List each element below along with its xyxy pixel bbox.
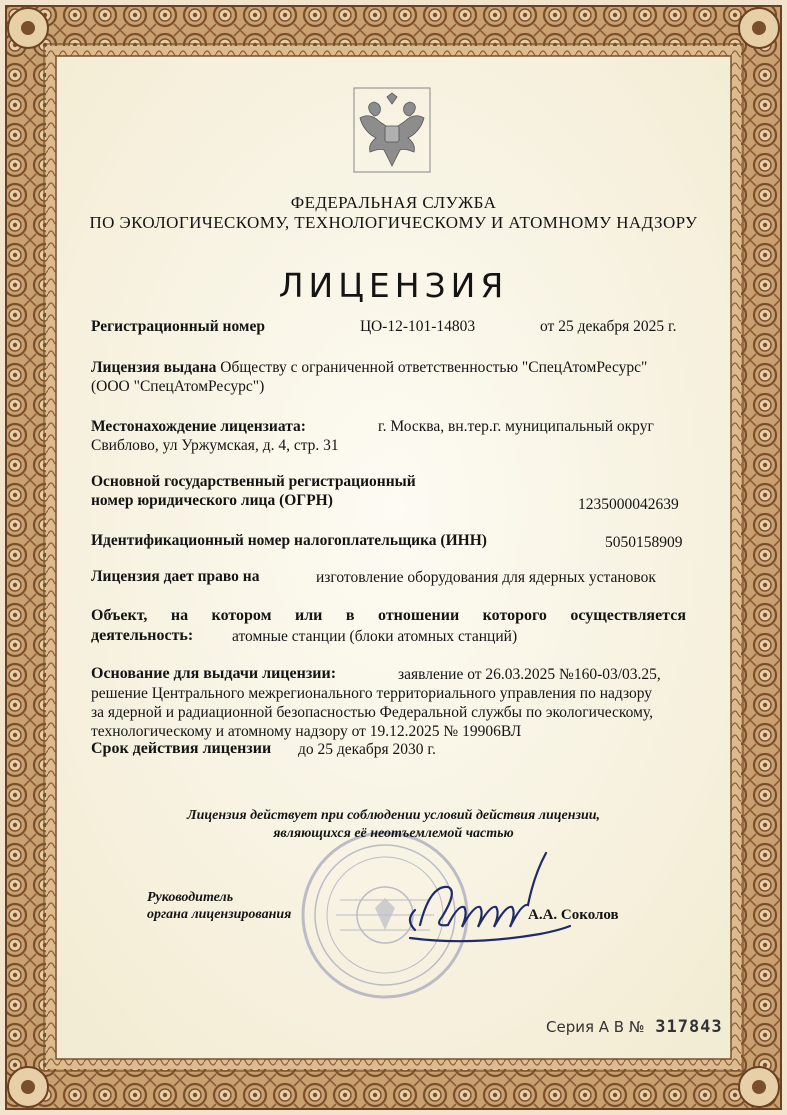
basis-value-3: за ядерной и радиационной безопасностью Федеральной службы по экологическому, bbox=[91, 704, 653, 721]
inn-value: 5050158909 bbox=[605, 534, 683, 551]
location-value-2: Свиблово, ул Уржумская, д. 4, стр. 31 bbox=[91, 437, 339, 454]
authority-line-2: ПО ЭКОЛОГИЧЕСКОМУ, ТЕХНОЛОГИЧЕСКОМУ И АТОМНОМУ НАДЗОРУ bbox=[89, 213, 698, 232]
issued-to-value-1: Обществу с ограниченной ответственностью "СпецАтомРесурс" bbox=[220, 359, 648, 376]
location-value-1: г. Москва, вн.тер.г. муниципальный округ bbox=[378, 418, 654, 435]
object-label-1: Объект, на котором или в отношении которого осуществляется bbox=[91, 607, 686, 624]
issued-to-label: Лицензия выдана bbox=[91, 359, 217, 376]
signatory-role-2: органа лицензирования bbox=[147, 907, 292, 922]
conditions-line-1: Лицензия действует при соблюдении условий действия лицензии, bbox=[186, 808, 601, 823]
right-value: изготовление оборудования для ядерных установок bbox=[316, 569, 656, 586]
series-number: 317843 bbox=[655, 1017, 723, 1037]
registration-number: ЦО-12-101-14803 bbox=[360, 318, 476, 335]
ogrn-value: 1235000042639 bbox=[578, 496, 679, 513]
signatory-role-1: Руководитель bbox=[147, 890, 234, 905]
series-row bbox=[546, 1017, 723, 1037]
issued-to-value-2: (ООО "СпецАтомРесурс") bbox=[91, 378, 265, 395]
registration-label: Регистрационный номер bbox=[91, 318, 265, 335]
ogrn-label-2: номер юридического лица (ОГРН) bbox=[91, 492, 333, 509]
issued-to-row bbox=[91, 359, 647, 377]
basis-value-2: решение Центрального межрегионального территориального управления по надзору bbox=[91, 685, 653, 702]
signatory-name: А.А. Соколов bbox=[528, 907, 619, 923]
object-label-2: деятельность: bbox=[91, 627, 194, 644]
basis-label: Основание для выдачи лицензии: bbox=[91, 665, 337, 682]
validity-value: до 25 декабря 2030 г. bbox=[298, 741, 436, 758]
document-title: ЛИЦЕНЗИЯ bbox=[278, 266, 509, 305]
ogrn-label-1: Основной государственный регистрационный bbox=[91, 473, 416, 490]
series-label: Серия А В № bbox=[546, 1018, 645, 1036]
conditions-line-2: являющихся её неотъемлемой частью bbox=[273, 826, 514, 841]
registration-date: от 25 декабря 2025 г. bbox=[540, 318, 677, 335]
object-value: атомные станции (блоки атомных станций) bbox=[232, 628, 518, 645]
right-label: Лицензия дает право на bbox=[91, 568, 260, 585]
inn-label: Идентификационный номер налогоплательщика (ИНН) bbox=[91, 532, 487, 549]
authority-line-1: ФЕДЕРАЛЬНАЯ СЛУЖБА bbox=[290, 193, 497, 212]
location-label: Местонахождение лицензиата: bbox=[91, 418, 306, 435]
validity-label: Срок действия лицензии bbox=[91, 740, 272, 757]
basis-value-4: технологическому и атомному надзору от 19.12.2025 № 19906ВЛ bbox=[91, 723, 522, 740]
basis-value-1: заявление от 26.03.2025 №160-03/03.25, bbox=[398, 666, 661, 683]
